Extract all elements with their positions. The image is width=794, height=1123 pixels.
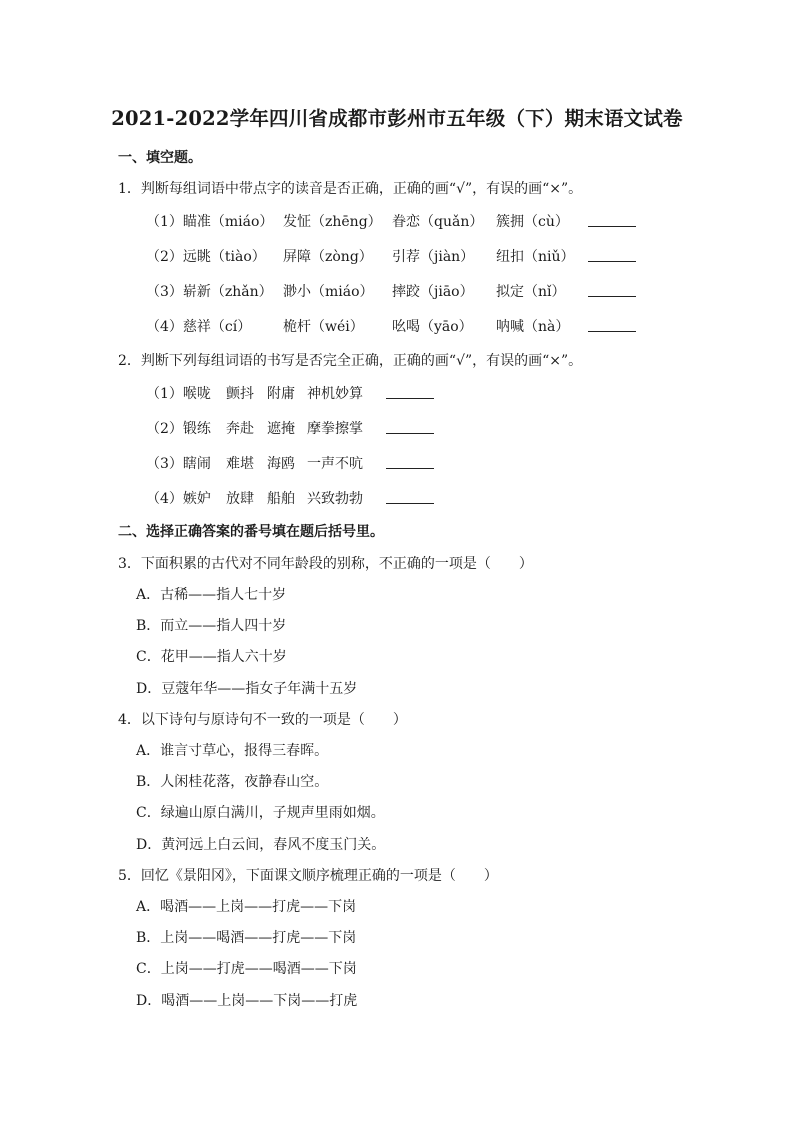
q3-option-c: C．花甲——指人六十岁 bbox=[136, 649, 287, 665]
question-1-stem: 1．判断每组词语中带点字的读音是否正确，正确的画“√”，有误的画“×”。 bbox=[118, 181, 583, 197]
q2-row-2-word-3: 遮掩 bbox=[267, 421, 295, 437]
q4-option-a: A．谁言寸草心，报得三春晖。 bbox=[136, 743, 329, 759]
q1-row-1-item-1: （1）瞄准（miáo） bbox=[146, 214, 274, 230]
q1-row-4-item-3: 吆喝（yāo） bbox=[392, 319, 473, 335]
q3-option-a: A．古稀——指人七十岁 bbox=[136, 587, 287, 603]
q4-option-c: C．绿遍山原白满川，子规声里雨如烟。 bbox=[136, 805, 385, 821]
q5-option-a: A．喝酒——上岗——打虎——下岗 bbox=[136, 899, 357, 915]
q2-row-3-word-3: 海鸥 bbox=[267, 456, 295, 472]
q1-row-3-answer-blank[interactable] bbox=[588, 281, 636, 297]
q2-row-4-word-3: 船舶 bbox=[267, 491, 295, 507]
q2-row-4-word-2: 放肆 bbox=[226, 491, 254, 507]
question-2-stem: 2．判断下列每组词语的书写是否完全正确，正确的画“√”，有误的画“×”。 bbox=[118, 353, 583, 369]
q5-option-b: B．上岗——喝酒——打虎——下岗 bbox=[136, 930, 357, 946]
q1-row-4-answer-blank[interactable] bbox=[588, 316, 636, 332]
page-title: 2021-2022学年四川省成都市彭州市五年级（下）期末语文试卷 bbox=[111, 107, 683, 130]
q1-row-1-item-4: 簇拥（cù） bbox=[496, 214, 569, 230]
q1-row-4-item-4: 呐喊（nà） bbox=[496, 319, 570, 335]
q2-row-1-answer-blank[interactable] bbox=[386, 383, 434, 399]
section-heading-multiple-choice: 二、选择正确答案的番号填在题后括号里。 bbox=[118, 524, 384, 540]
q1-row-3-item-3: 摔跤（jiāo） bbox=[392, 284, 474, 300]
q1-row-2-item-4: 纽扣（niǔ） bbox=[496, 249, 575, 265]
section-heading-fill-in: 一、填空题。 bbox=[118, 150, 202, 166]
q1-row-4-item-2: 桅杆（wéi） bbox=[283, 319, 364, 335]
q2-row-2-word-2: 奔赴 bbox=[226, 421, 254, 437]
q4-option-d: D．黄河远上白云间，春风不度玉门关。 bbox=[136, 837, 386, 853]
question-5-stem: 5．回忆《景阳冈》，下面课文顺序梳理正确的一项是（ ） bbox=[118, 868, 498, 884]
q5-option-c: C．上岗——打虎——喝酒——下岗 bbox=[136, 961, 357, 977]
q2-row-1-word-2: 颤抖 bbox=[226, 386, 254, 402]
q1-row-2-item-1: （2）远眺（tiào） bbox=[146, 249, 266, 265]
q3-option-d: D．豆蔻年华——指女子年满十五岁 bbox=[136, 681, 358, 697]
q2-row-3-word-2: 难堪 bbox=[226, 456, 254, 472]
q2-row-2-word-4: 摩拳擦掌 bbox=[307, 421, 363, 437]
q1-row-3-item-4: 拟定（nǐ） bbox=[496, 284, 566, 300]
q2-row-1-word-1: （1）喉咙 bbox=[146, 386, 211, 402]
q1-row-2-item-3: 引荐（jiàn） bbox=[392, 249, 475, 265]
q1-row-4-item-1: （4）慈祥（cí） bbox=[146, 319, 252, 335]
q1-row-1-item-2: 发怔（zhēng） bbox=[283, 214, 382, 230]
q2-row-3-word-1: （3）瞎闹 bbox=[146, 456, 211, 472]
q2-row-4-word-1: （4）嫉妒 bbox=[146, 491, 211, 507]
q2-row-2-answer-blank[interactable] bbox=[386, 418, 434, 434]
q5-option-d: D．喝酒——上岗——下岗——打虎 bbox=[136, 993, 358, 1009]
q2-row-3-word-4: 一声不吭 bbox=[307, 456, 363, 472]
q2-row-4-word-4: 兴致勃勃 bbox=[307, 491, 363, 507]
q1-row-2-answer-blank[interactable] bbox=[588, 246, 636, 262]
q2-row-1-word-4: 神机妙算 bbox=[307, 386, 363, 402]
q1-row-3-item-2: 渺小（miáo） bbox=[283, 284, 374, 300]
q4-option-b: B．人闲桂花落，夜静春山空。 bbox=[136, 774, 329, 790]
q1-row-2-item-2: 屏障（zòng） bbox=[283, 249, 373, 265]
q2-row-4-answer-blank[interactable] bbox=[386, 488, 434, 504]
question-3-stem: 3．下面积累的古代对不同年龄段的别称，不正确的一项是（ ） bbox=[118, 556, 533, 572]
q2-row-2-word-1: （2）锻练 bbox=[146, 421, 211, 437]
q3-option-b: B．而立——指人四十岁 bbox=[136, 618, 287, 634]
question-4-stem: 4．以下诗句与原诗句不一致的一项是（ ） bbox=[118, 712, 407, 728]
q2-row-1-word-3: 附庸 bbox=[267, 386, 295, 402]
q2-row-3-answer-blank[interactable] bbox=[386, 453, 434, 469]
q1-row-1-item-3: 眷恋（quǎn） bbox=[392, 214, 484, 230]
q1-row-3-item-1: （3）崭新（zhǎn） bbox=[146, 284, 273, 300]
q1-row-1-answer-blank[interactable] bbox=[588, 211, 636, 227]
